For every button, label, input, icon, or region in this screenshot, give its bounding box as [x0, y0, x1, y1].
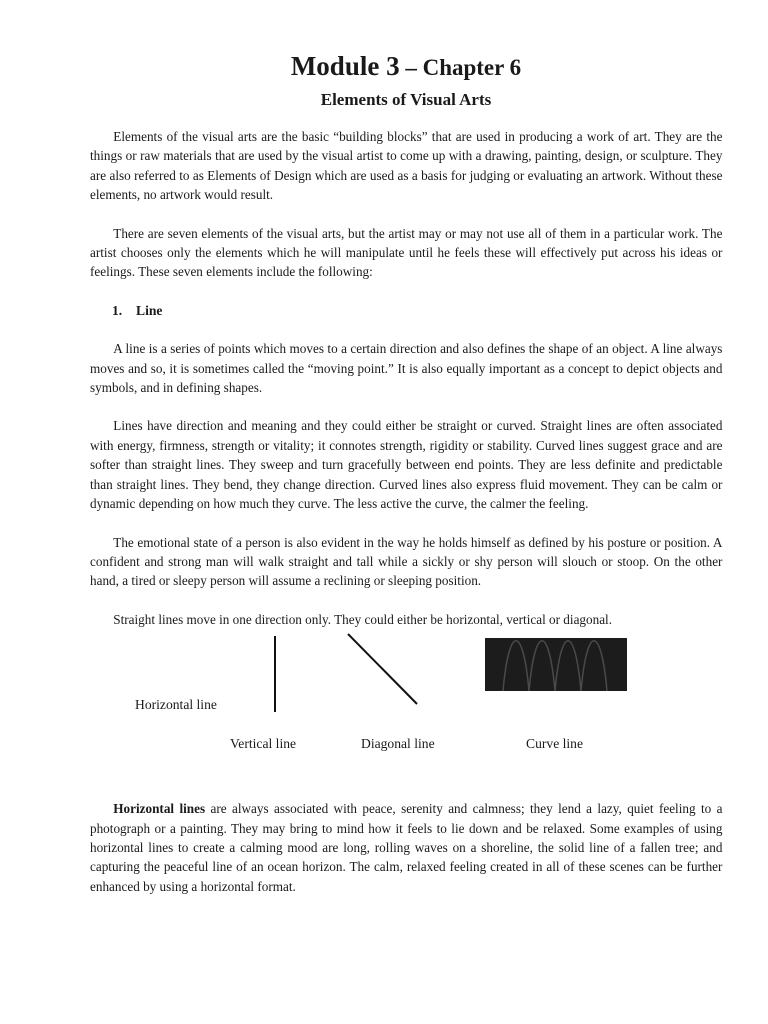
page-subtitle: Elements of Visual Arts [320, 90, 492, 109]
vertical-line-label: Vertical line [230, 736, 297, 752]
horizontal-lines-term: Horizontal lines [113, 801, 206, 817]
paragraph-line-definition: A line is a series of points which moves to a certain direction and also defines the shape of an object. A line always moves and so, it is sometimes called the “moving point.” It is also equally important as a concept to depict objects and symbols, and in defining shapes. [90, 341, 723, 396]
section-heading-line [90, 301, 722, 320]
document-page [90, 44, 722, 896]
page-title [90, 44, 722, 88]
diagonal-line-label: Diagonal line [361, 736, 435, 752]
paragraph-line-direction: Lines have direction and meaning and they could either be straight or curved. Straight lines are often associated with energy, firmness, strength or vitality; it connotes strength, rigidity or stability. Curved lines suggest grace and are softer than straight lines. They sweep and turn gracefully between end points. They are less definite and predictable than straight lines. They bend, they change direction. Curved lines also express fluid movement. They can be calm or dynamic depending on how much they curve. The less active the curve, the calmer the feeling. [90, 418, 723, 512]
curve-line-illustration [485, 638, 627, 691]
section-label: Line [136, 302, 163, 318]
diagonal-line-illustration [345, 632, 420, 707]
paragraph-intro: Elements of the visual arts are the basic “building blocks” that are used in producing a work of art. They are the things or raw materials that are used by the visual artist to come up with a drawing, painting, design, or sculpture. They are also referred to as Elements of Design which are used as a basis for judging or evaluating an artwork. Without these elements, no artwork would result. [90, 129, 723, 203]
title-chapter: Chapter 6 [422, 55, 522, 80]
paragraph-horizontal-lines [90, 799, 722, 896]
line-types-figure [90, 629, 722, 777]
horizontal-line-label: Horizontal line [135, 697, 217, 713]
paragraph-seven-elements: There are seven elements of the visual arts, but the artist may or may not use all of them in a particular work. The artist chooses only the elements which he will manipulate until he feels these will effectively put across his ideas or feelings. These seven elements include the following: [90, 225, 723, 280]
horizontal-lines-text: are always associated with peace, serenity and calmness; they lend a lazy, quiet feeling to a photograph or a painting. They may bring to mind how it feels to lie down and be relaxed. Some examples of using horizontal lines to create a calming mood are long, rolling waves on a shoreline, the solid line of a fallen tree; and capturing the peaceful line of an ocean horizon. The calm, relaxed feeling created in all of these scenes can be further enhanced by using a horizontal format. [90, 801, 723, 894]
curve-line-label: Curve line [526, 736, 584, 752]
section-number: 1. [112, 302, 123, 318]
title-dash: – [399, 55, 423, 80]
paragraph-straight-lines: Straight lines move in one direction only. They could either be horizontal, vertical or diagonal. [113, 611, 613, 627]
vertical-line-illustration [270, 634, 280, 714]
title-module: Module 3 [290, 51, 400, 81]
paragraph-emotional-state: The emotional state of a person is also evident in the way he holds himself as defined by his posture or position. A confident and strong man will walk straight and tall while a sickly or shy person will slouch or stoop. On the other hand, a tired or sleepy person will assume a reclining or sleeping position. [90, 534, 723, 589]
